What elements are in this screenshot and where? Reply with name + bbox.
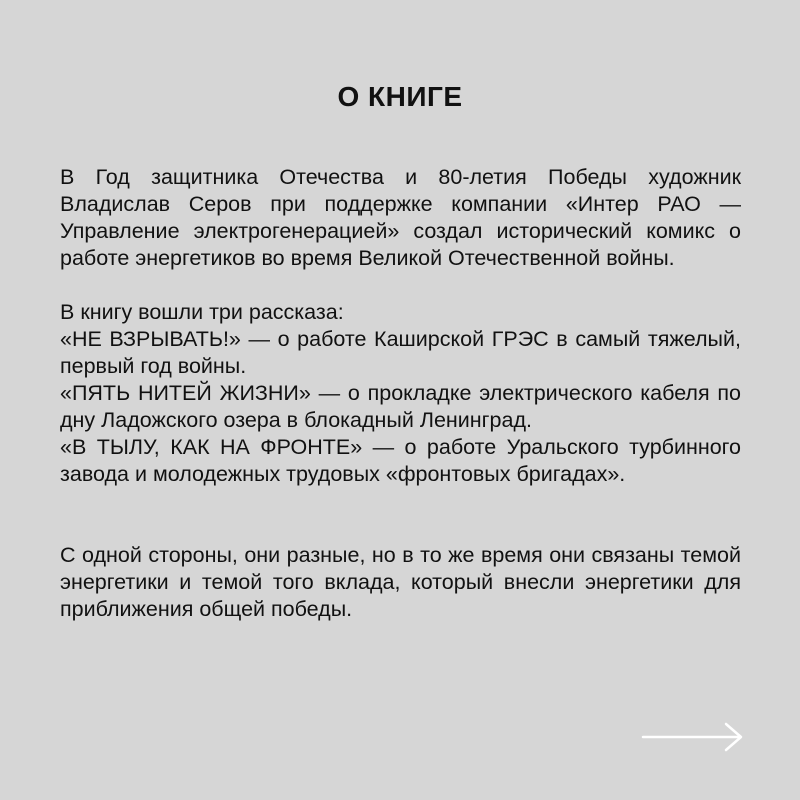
book-description: [60, 164, 741, 623]
paragraph-spacer: [60, 272, 741, 299]
story-item: «В ТЫЛУ, КАК НА ФРОНТЕ» — о работе Уральского турбинного завода и молодежных трудовых «фронтовых бригадах».: [60, 435, 741, 486]
intro-paragraph: В Год защитника Отечества и 80-летия Победы художник Владислав Серов при поддержке компании «Интер РАО — Управление электрогенерацией» создал исторический комикс о работе энергетиков во время Великой Отечественной войны.: [60, 165, 741, 270]
arrow-right-icon[interactable]: [641, 722, 745, 752]
story-item: «ПЯТЬ НИТЕЙ ЖИЗНИ» — о прокладке электрического кабеля по дну Ладожского озера в блокадный Ленинград.: [60, 381, 741, 432]
story-item: «НЕ ВЗРЫВАТЬ!» — о работе Каширской ГРЭС в самый тяжелый, первый год войны.: [60, 327, 741, 378]
page-title: О КНИГЕ: [337, 81, 463, 112]
conclusion-paragraph: С одной стороны, они разные, но в то же время они связаны темой энергетики и темой того вклада, который внесли энергетики для приближения общей победы.: [60, 543, 741, 621]
stories-heading: В книгу вошли три рассказа:: [60, 300, 344, 324]
paragraph-spacer: [60, 488, 741, 542]
